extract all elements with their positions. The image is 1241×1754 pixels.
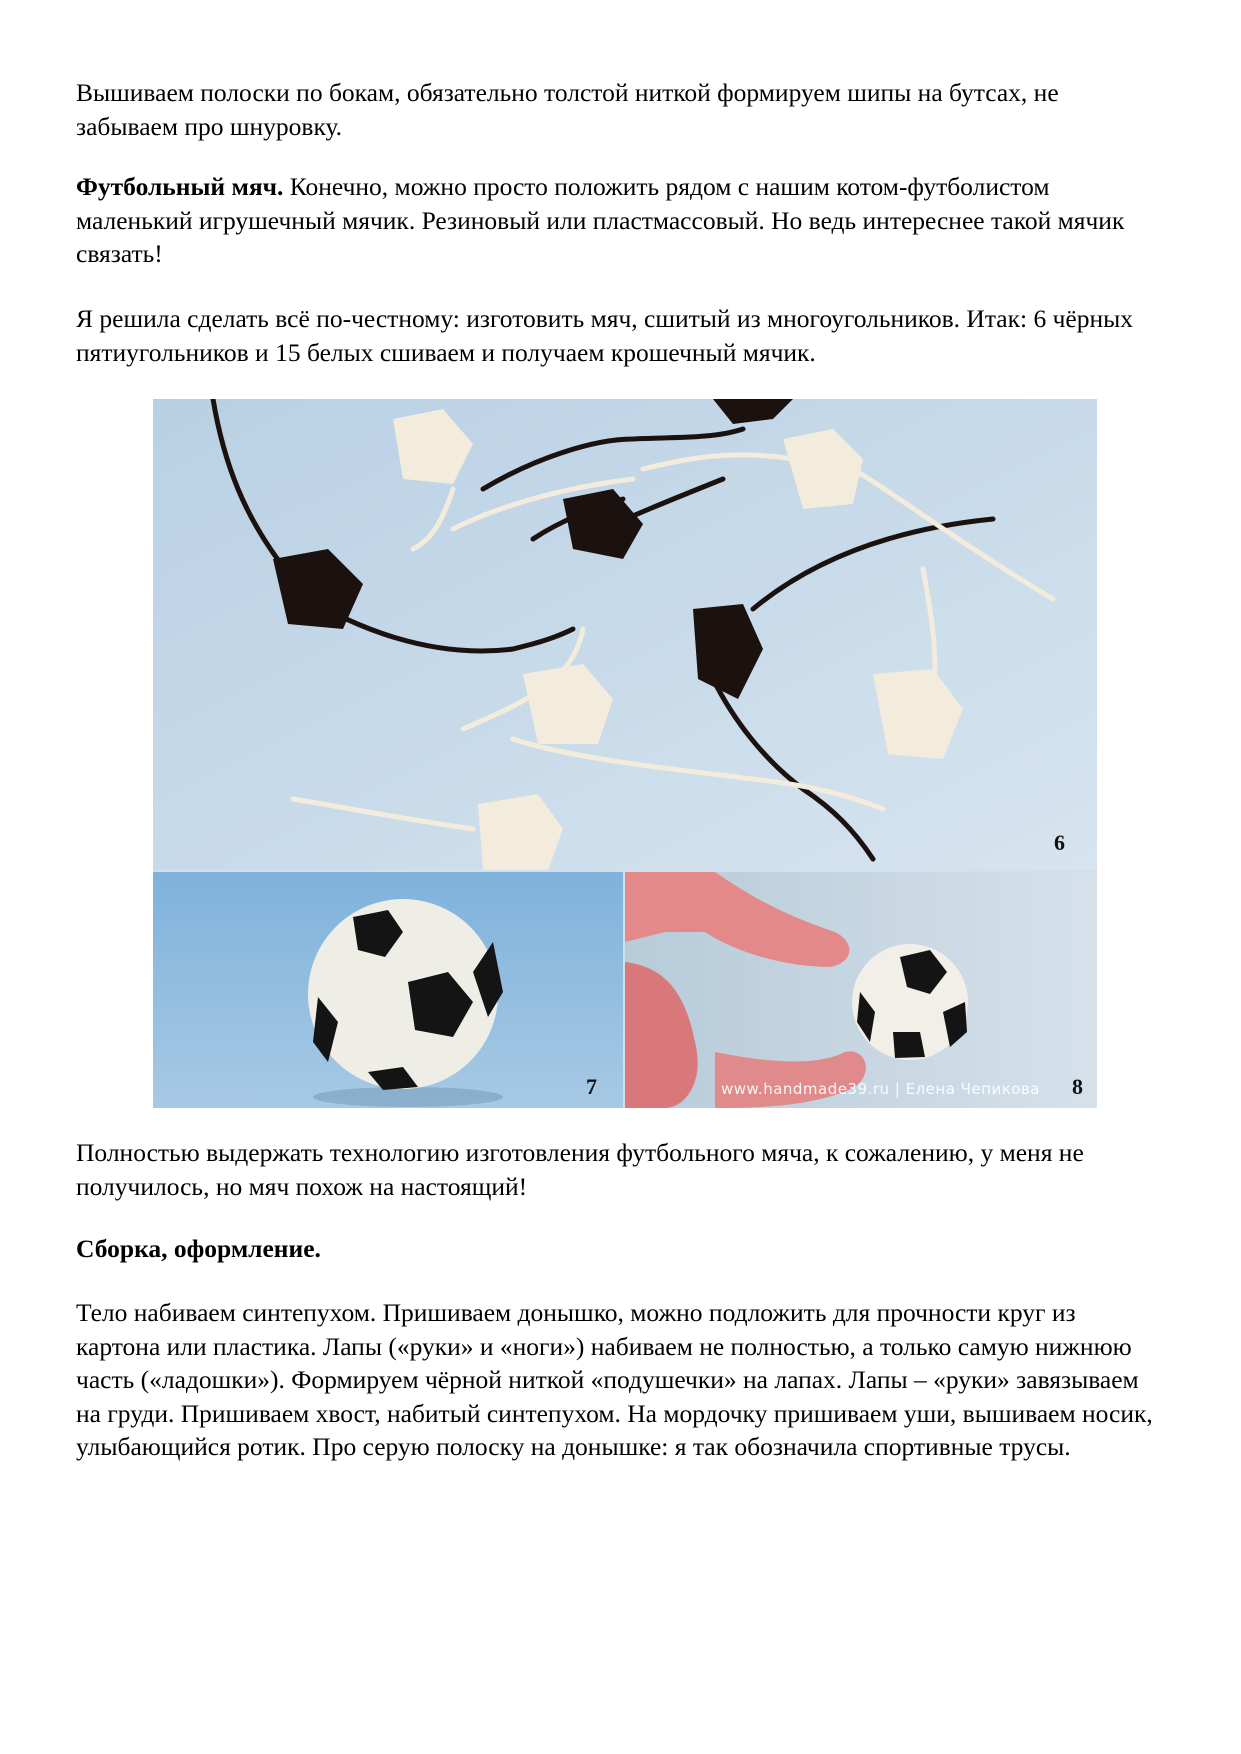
photo-number-8: 8 bbox=[1072, 1074, 1083, 1099]
photo-ball-front bbox=[153, 872, 623, 1108]
paragraph-result: Полностью выдержать технологию изготовления футбольного мяча, к сожалению, у меня не получилось, но мяч похож на настоящий! bbox=[76, 1138, 1084, 1201]
photo-collage bbox=[153, 399, 1097, 1108]
photo-crochet-polygons bbox=[153, 399, 1097, 870]
watermark: www.handmade39.ru | Елена Чепикова bbox=[721, 1080, 1040, 1098]
football-text: Конечно, можно просто положить рядом с нашим котом-футболистом маленький игрушечный мячик. Резиновый или пластмассовый. Но ведь интереснее такой мячик связать! bbox=[76, 172, 1125, 268]
paragraph-football bbox=[76, 170, 1166, 271]
paragraph-polygons: Я решила сделать всё по-честному: изготовить мяч, сшитый из многоугольников. Итак: 6 чёрных пятиугольников и 15 белых сшиваем и получаем крошечный мячик. bbox=[76, 304, 1134, 367]
football-heading: Футбольный мяч. bbox=[76, 172, 284, 201]
photo-number-7: 7 bbox=[586, 1074, 597, 1099]
paragraph-boots: Вышиваем полоски по бокам, обязательно толстой ниткой формируем шипы на бутсах, не забываем про шнуровку. bbox=[76, 78, 1059, 141]
paragraph-assembly: Тело набиваем синтепухом. Пришиваем донышко, можно подложить для прочности круг из картона или пластика. Лапы («руки» и «ноги») набиваем не полностью, а только самую нижнюю часть («ладошки»). Формируем чёрной ниткой «подушечки» на лапах. Лапы – «руки» завязываем на груди. Пришиваем хвост, набитый синтепухом. На мордочку пришиваем уши, вышиваем носик, улыбающийся ротик. Про серую полоску на донышке: я так обозначила спортивные трусы. bbox=[76, 1298, 1153, 1461]
photo-number-6: 6 bbox=[1054, 830, 1065, 855]
section-heading-assembly: Сборка, оформление. bbox=[76, 1234, 321, 1263]
photo-ball-in-hand bbox=[625, 872, 1097, 1108]
